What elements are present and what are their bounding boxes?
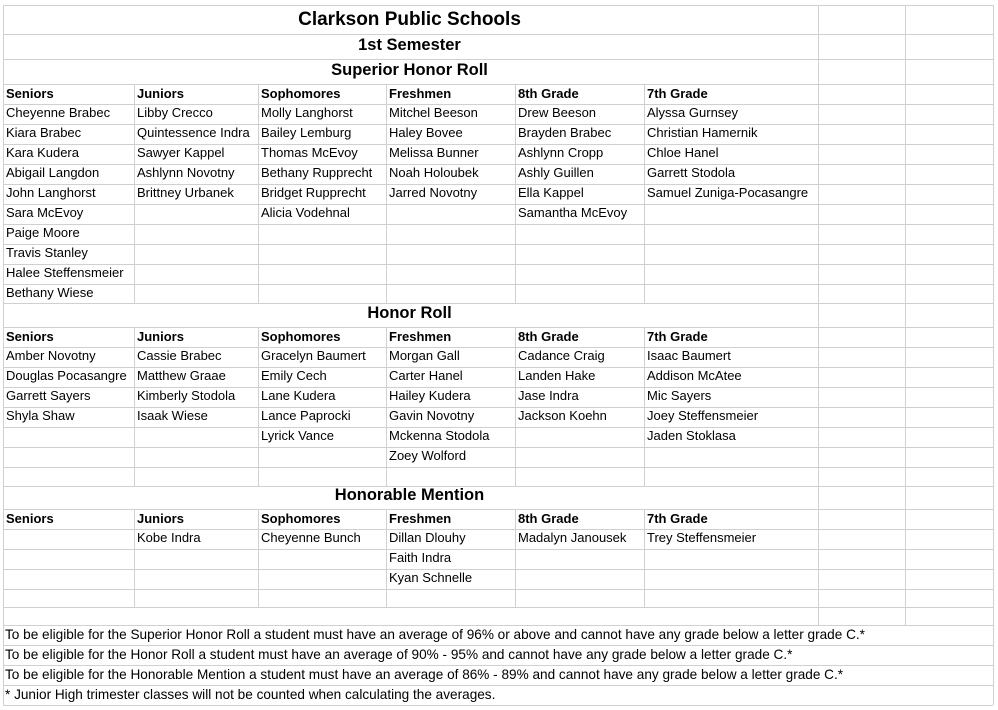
column-gridline xyxy=(515,327,516,486)
semester-title: 1st Semester xyxy=(358,36,461,54)
column-gridline xyxy=(258,84,259,303)
superior-honor-roll-heading: Superior Honor Roll xyxy=(331,61,488,79)
column-gridline xyxy=(818,5,819,625)
column-header-8th-grade: 8th Grade xyxy=(518,329,579,344)
document-title: Clarkson Public Schools xyxy=(298,9,521,30)
row-gridline xyxy=(3,607,993,608)
column-gridline xyxy=(134,84,135,303)
row-gridline xyxy=(3,34,993,35)
note-honorable-mention: To be eligible for the Honorable Mention a student must have an average of 86% - 89% and cannot have any grade below a letter grade C.* xyxy=(5,667,844,682)
row-gridline xyxy=(3,284,993,285)
student-name: Trey Steffensmeier xyxy=(647,530,757,545)
student-name: Isaac Baumert xyxy=(647,348,731,363)
column-gridline xyxy=(134,327,135,486)
student-name: Lyrick Vance xyxy=(261,428,334,443)
column-header-freshmen: Freshmen xyxy=(389,511,452,526)
student-name: Haley Bovee xyxy=(389,125,463,140)
note-honor-roll: To be eligible for the Honor Roll a student must have an average of 90% - 95% and cannot have any grade below a letter grade C.* xyxy=(5,647,793,662)
student-name: Garrett Sayers xyxy=(6,388,91,403)
student-name: Ashly Guillen xyxy=(518,165,594,180)
student-name: Faith Indra xyxy=(389,550,452,565)
student-name: Sawyer Kappel xyxy=(137,145,225,160)
column-gridline xyxy=(258,327,259,486)
student-name: Mic Sayers xyxy=(647,388,712,403)
student-name: Cheyenne Bunch xyxy=(261,530,361,545)
student-name: Lance Paprocki xyxy=(261,408,351,423)
student-name: Cadance Craig xyxy=(518,348,605,363)
row-gridline xyxy=(3,264,993,265)
student-name: Christian Hamernik xyxy=(647,125,758,140)
student-name: Lane Kudera xyxy=(261,388,336,403)
student-name: Alicia Vodehnal xyxy=(261,205,350,220)
student-name: Thomas McEvoy xyxy=(261,145,358,160)
student-name: Halee Steffensmeier xyxy=(6,265,124,280)
student-name: Kiara Brabec xyxy=(6,125,82,140)
column-header-8th-grade: 8th Grade xyxy=(518,86,579,101)
student-name: Carter Hanel xyxy=(389,368,463,383)
student-name: Joey Steffensmeier xyxy=(647,408,759,423)
column-header-sophomores: Sophomores xyxy=(261,511,341,526)
student-name: Jaden Stoklasa xyxy=(647,428,736,443)
student-name: Jarred Novotny xyxy=(389,185,478,200)
student-name: Ella Kappel xyxy=(518,185,584,200)
student-name: Abigail Langdon xyxy=(6,165,100,180)
column-gridline xyxy=(993,625,994,705)
student-name: Cheyenne Brabec xyxy=(6,105,111,120)
column-header-freshmen: Freshmen xyxy=(389,329,452,344)
row-gridline xyxy=(3,467,993,468)
column-header-7th-grade: 7th Grade xyxy=(647,329,708,344)
student-name: Samuel Zuniga-Pocasangre xyxy=(647,185,809,200)
student-name: Shyla Shaw xyxy=(6,408,75,423)
student-name: Hailey Kudera xyxy=(389,388,471,403)
row-gridline xyxy=(3,5,993,6)
student-name: Quintessence Indra xyxy=(137,125,250,140)
student-name: Alyssa Gurnsey xyxy=(647,105,739,120)
honor-roll-heading: Honor Roll xyxy=(367,304,452,322)
column-gridline xyxy=(993,5,994,625)
student-name: Samantha McEvoy xyxy=(518,205,628,220)
student-name: Gavin Novotny xyxy=(389,408,475,423)
note-trimester: * Junior High trimester classes will not be counted when calculating the averages. xyxy=(5,687,496,702)
student-name: Brayden Brabec xyxy=(518,125,612,140)
honorable-mention-heading: Honorable Mention xyxy=(334,486,485,504)
student-name: Jackson Koehn xyxy=(518,408,607,423)
student-name: Paige Moore xyxy=(6,225,80,240)
student-name: Melissa Bunner xyxy=(389,145,479,160)
column-gridline xyxy=(258,509,259,607)
student-name: Garrett Stodola xyxy=(647,165,736,180)
student-name: Cassie Brabec xyxy=(137,348,222,363)
column-gridline xyxy=(644,84,645,303)
column-header-sophomores: Sophomores xyxy=(261,86,341,101)
student-name: Ashlynn Cropp xyxy=(518,145,604,160)
row-gridline xyxy=(3,569,993,570)
column-gridline xyxy=(386,84,387,303)
column-header-sophomores: Sophomores xyxy=(261,329,341,344)
column-header-juniors: Juniors xyxy=(137,329,184,344)
student-name: Mitchel Beeson xyxy=(389,105,478,120)
student-name: Kobe Indra xyxy=(137,530,201,545)
student-name: Sara McEvoy xyxy=(6,205,84,220)
student-name: Mckenna Stodola xyxy=(389,428,490,443)
column-header-juniors: Juniors xyxy=(137,86,184,101)
column-header-juniors: Juniors xyxy=(137,511,184,526)
student-name: Chloe Hanel xyxy=(647,145,719,160)
row-gridline xyxy=(3,549,993,550)
student-name: Amber Novotny xyxy=(6,348,96,363)
student-name: John Langhorst xyxy=(6,185,96,200)
row-gridline xyxy=(3,204,993,205)
column-gridline xyxy=(644,327,645,486)
student-name: Jase Indra xyxy=(518,388,579,403)
row-gridline xyxy=(3,427,993,428)
row-gridline xyxy=(3,244,993,245)
student-name: Morgan Gall xyxy=(389,348,460,363)
row-gridline xyxy=(3,224,993,225)
student-name: Travis Stanley xyxy=(6,245,88,260)
column-gridline xyxy=(515,509,516,607)
student-name: Bethany Rupprecht xyxy=(261,165,373,180)
column-gridline xyxy=(644,509,645,607)
column-gridline xyxy=(134,509,135,607)
column-header-8th-grade: 8th Grade xyxy=(518,511,579,526)
student-name: Isaak Wiese xyxy=(137,408,208,423)
row-gridline xyxy=(3,589,993,590)
column-gridline xyxy=(905,5,906,625)
column-gridline xyxy=(386,509,387,607)
column-gridline xyxy=(386,327,387,486)
column-gridline xyxy=(515,84,516,303)
student-name: Brittney Urbanek xyxy=(137,185,234,200)
student-name: Zoey Wolford xyxy=(389,448,467,463)
column-header-7th-grade: 7th Grade xyxy=(647,86,708,101)
column-header-seniors: Seniors xyxy=(6,329,54,344)
student-name: Libby Crecco xyxy=(137,105,213,120)
column-header-7th-grade: 7th Grade xyxy=(647,511,708,526)
column-header-freshmen: Freshmen xyxy=(389,86,452,101)
student-name: Gracelyn Baumert xyxy=(261,348,366,363)
student-name: Ashlynn Novotny xyxy=(137,165,235,180)
student-name: Douglas Pocasangre xyxy=(6,368,127,383)
student-name: Kyan Schnelle xyxy=(389,570,473,585)
student-name: Emily Cech xyxy=(261,368,327,383)
column-header-seniors: Seniors xyxy=(6,86,54,101)
student-name: Dillan Dlouhy xyxy=(389,530,466,545)
student-name: Addison McAtee xyxy=(647,368,742,383)
student-name: Bridget Rupprecht xyxy=(261,185,366,200)
student-name: Landen Hake xyxy=(518,368,596,383)
student-name: Molly Langhorst xyxy=(261,105,353,120)
student-name: Kimberly Stodola xyxy=(137,388,236,403)
note-superior-honor-roll: To be eligible for the Superior Honor Roll a student must have an average of 96% or above and cannot have any grade below a letter grade C.* xyxy=(5,627,865,642)
row-gridline xyxy=(3,705,993,706)
student-name: Bethany Wiese xyxy=(6,285,94,300)
column-gridline xyxy=(3,5,4,705)
student-name: Drew Beeson xyxy=(518,105,597,120)
student-name: Bailey Lemburg xyxy=(261,125,352,140)
column-header-seniors: Seniors xyxy=(6,511,54,526)
student-name: Madalyn Janousek xyxy=(518,530,627,545)
student-name: Matthew Graae xyxy=(137,368,226,383)
student-name: Kara Kudera xyxy=(6,145,79,160)
student-name: Noah Holoubek xyxy=(389,165,479,180)
row-gridline xyxy=(3,447,993,448)
row-gridline xyxy=(3,59,993,60)
